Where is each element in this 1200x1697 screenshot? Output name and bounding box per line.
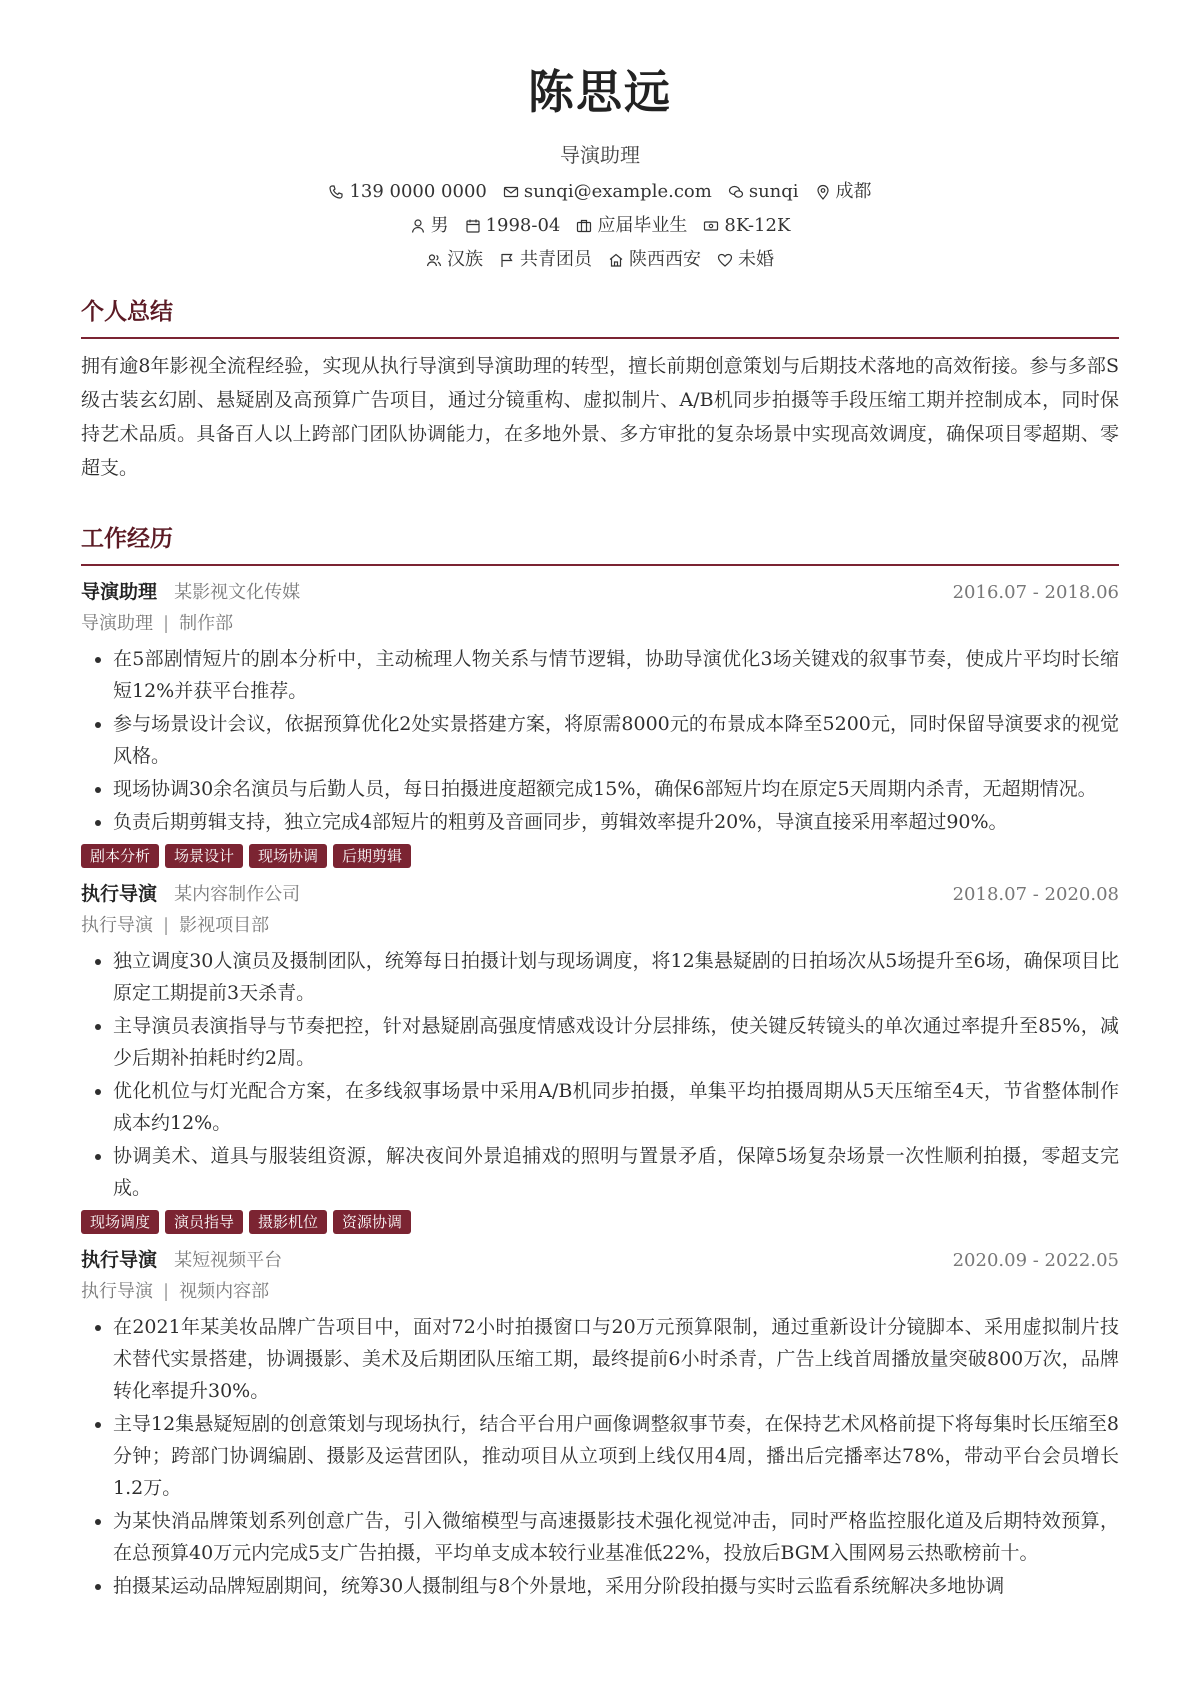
job-subtitle: [81, 911, 1119, 941]
person-icon: [410, 218, 426, 234]
skill-tag: 剧本分析: [81, 844, 159, 868]
marital-value: 未婚: [738, 249, 774, 270]
basic-info-row: [0, 214, 1200, 238]
gender-value: 男: [430, 215, 449, 236]
job-date: 2016.07 - 2018.06: [952, 582, 1119, 603]
skill-tags: [81, 1210, 1119, 1234]
job-title-group: [81, 880, 300, 909]
job-entry: [81, 578, 1119, 868]
job-subtitle: [81, 609, 1119, 639]
job-title: 执行导演: [81, 1249, 158, 1271]
job-bullet: • 协调美术、道具与服装组资源，解决夜间外景追捕戏的照明与置景矛盾，保障5场复杂场景一次性顺利拍摄，零超支完成。: [113, 1140, 1119, 1204]
email-info: [503, 180, 712, 204]
skill-tag: 现场调度: [81, 1210, 159, 1234]
status-info: [576, 214, 687, 238]
job-date: 2020.09 - 2022.05: [952, 1250, 1119, 1271]
job-date: 2018.07 - 2020.08: [952, 884, 1119, 905]
birth-info: [465, 214, 561, 238]
gender-info: [410, 214, 449, 238]
job-position: 导演助理: [81, 613, 153, 634]
job-bullet: • 拍摄某运动品牌短剧期间，统筹30人摄制组与8个外景地，采用分阶段拍摄与实时云监看系统解决多地协调: [113, 1570, 1119, 1602]
job-bullet: • 为某快消品牌策划系列创意广告，引入微缩模型与高速摄影技术强化视觉冲击，同时严格监控服化道及后期特效预算，在总预算40万元内完成5支广告拍摄，平均单支成本较行业基准低22%，投放后BGM入围网易云热歌榜前十。: [113, 1505, 1119, 1569]
skill-tag: 场景设计: [165, 844, 243, 868]
job-entry: [81, 880, 1119, 1234]
salary-value: 8K-12K: [724, 215, 791, 236]
location-pin-icon: [815, 184, 831, 200]
job-position: 执行导演: [81, 1281, 153, 1302]
job-bullet: • 参与场景设计会议，依据预算优化2处实景搭建方案，将原需8000元的布景成本降至5200元，同时保留导演要求的视觉风格。: [113, 708, 1119, 772]
wechat-icon: [728, 184, 744, 200]
job-header: [81, 880, 1119, 909]
job-position: 执行导演: [81, 915, 153, 936]
briefcase-icon: [576, 218, 592, 234]
phone-number: 139 0000 0000: [349, 181, 487, 202]
job-bullet: • 现场协调30余名演员与后勤人员，每日拍摄进度超额完成15%，确保6部短片均在原定5天周期内杀青，无超期情况。: [113, 773, 1119, 805]
skill-tag: 演员指导: [165, 1210, 243, 1234]
skill-tag: 摄影机位: [249, 1210, 327, 1234]
job-bullet: • 独立调度30人演员及摄制团队，统筹每日拍摄计划与现场调度，将12集悬疑剧的日拍场次从5场提升至6场，确保项目比原定工期提前3天杀青。: [113, 945, 1119, 1009]
flag-icon: [499, 252, 515, 268]
job-bullets: [81, 643, 1119, 838]
job-bullet: • 优化机位与灯光配合方案，在多线叙事场景中采用A/B机同步拍摄，单集平均拍摄周期从5天压缩至4天，节省整体制作成本约12%。: [113, 1075, 1119, 1139]
skill-tags: [81, 844, 1119, 868]
job-title-group: [81, 1246, 282, 1275]
job-bullets: [81, 1311, 1119, 1602]
resume-header: [0, 0, 1200, 272]
heart-icon: [717, 252, 733, 268]
personal-info-row: [0, 248, 1200, 272]
separator: |: [163, 613, 170, 634]
home-icon: [608, 252, 624, 268]
group-icon: [426, 252, 442, 268]
job-bullet: • 负责后期剪辑支持，独立完成4部短片的粗剪及音画同步，剪辑效率提升20%，导演直接采用率超过90%。: [113, 806, 1119, 838]
phone-icon: [328, 184, 344, 200]
job-department: 制作部: [179, 613, 234, 634]
phone-info: [328, 180, 486, 204]
summary-text: 拥有逾8年影视全流程经验，实现从执行导演到导演助理的转型，擅长前期创意策划与后期技术落地的高效衔接。参与多部S级古装玄幻剧、悬疑剧及高预算广告项目，通过分镜重构、虚拟制片、A/B机同步拍摄等手段压缩工期并控制成本，同时保持艺术品质。具备百人以上跨部门团队协调能力，在多地外景、多方审批的复杂场景中实现高效调度，确保项目零超期、零超支。: [81, 355, 1119, 479]
email-address: sunqi@example.com: [523, 181, 712, 202]
job-title-group: [81, 578, 300, 607]
job-title: 执行导演: [81, 883, 158, 905]
job-company: 某短视频平台: [174, 1250, 283, 1271]
calendar-icon: [465, 218, 481, 234]
ethnicity-value: 汉族: [447, 249, 483, 270]
status-value: 应届毕业生: [597, 215, 688, 236]
job-subtitle: [81, 1277, 1119, 1307]
job-entry: [81, 1246, 1119, 1602]
salary-info: [703, 214, 790, 238]
job-bullet: • 在2021年某美妆品牌广告项目中，面对72小时拍摄窗口与20万元预算限制，通过重新设计分镜脚本、采用虚拟制片技术替代实景搭建，协调摄影、美术及后期团队压缩工期，最终提前6小时杀青，广告上线首周播放量突破800万次，品牌转化率提升30%。: [113, 1311, 1119, 1407]
experience-section: [81, 524, 1119, 1603]
skill-tag: 资源协调: [333, 1210, 411, 1234]
location-info: [815, 180, 872, 204]
contact-row: [0, 180, 1200, 204]
summary-title: 个人总结: [81, 297, 1119, 339]
job-bullet: • 在5部剧情短片的剧本分析中，主动梳理人物关系与情节逻辑，协助导演优化3场关键戏的叙事节奏，使成片平均时长缩短12%并获平台推荐。: [113, 643, 1119, 707]
experience-title: 工作经历: [81, 524, 1119, 566]
job-company: 某内容制作公司: [174, 884, 301, 905]
job-title: 导演助理: [81, 581, 158, 603]
candidate-name: 陈思远: [528, 65, 672, 119]
wechat-id: sunqi: [748, 181, 799, 202]
birth-value: 1998-04: [485, 215, 561, 236]
skill-tag: 后期剪辑: [333, 844, 411, 868]
separator: |: [163, 1281, 170, 1302]
money-icon: [703, 218, 719, 234]
job-department: 视频内容部: [179, 1281, 270, 1302]
marital-info: [717, 248, 774, 272]
location-city: 成都: [835, 181, 872, 202]
job-header: [81, 578, 1119, 607]
job-company: 某影视文化传媒: [174, 582, 301, 603]
hometown-info: [608, 248, 701, 272]
separator: |: [163, 915, 170, 936]
hometown-value: 陕西西安: [629, 249, 701, 270]
politics-info: [499, 248, 592, 272]
job-bullet: • 主导演员表演指导与节奏把控，针对悬疑剧高强度情感戏设计分层排练，使关键反转镜头的单次通过率提升至85%，减少后期补拍耗时约2周。: [113, 1010, 1119, 1074]
ethnicity-info: [426, 248, 483, 272]
wechat-info: [728, 180, 799, 204]
job-bullets: [81, 945, 1119, 1204]
job-bullet: • 主导12集悬疑短剧的创意策划与现场执行，结合平台用户画像调整叙事节奏，在保持艺术风格前提下将每集时长压缩至8分钟；跨部门协调编剧、摄影及运营团队，推动项目从立项到上线仅用4周，播出后完播率达78%，带动平台会员增长1.2万。: [113, 1408, 1119, 1504]
politics-value: 共青团员: [520, 249, 592, 270]
mail-icon: [503, 184, 519, 200]
skill-tag: 现场协调: [249, 844, 327, 868]
job-header: [81, 1246, 1119, 1275]
job-department: 影视项目部: [179, 915, 270, 936]
summary-section: [81, 297, 1119, 485]
target-role: 导演助理: [560, 143, 640, 167]
